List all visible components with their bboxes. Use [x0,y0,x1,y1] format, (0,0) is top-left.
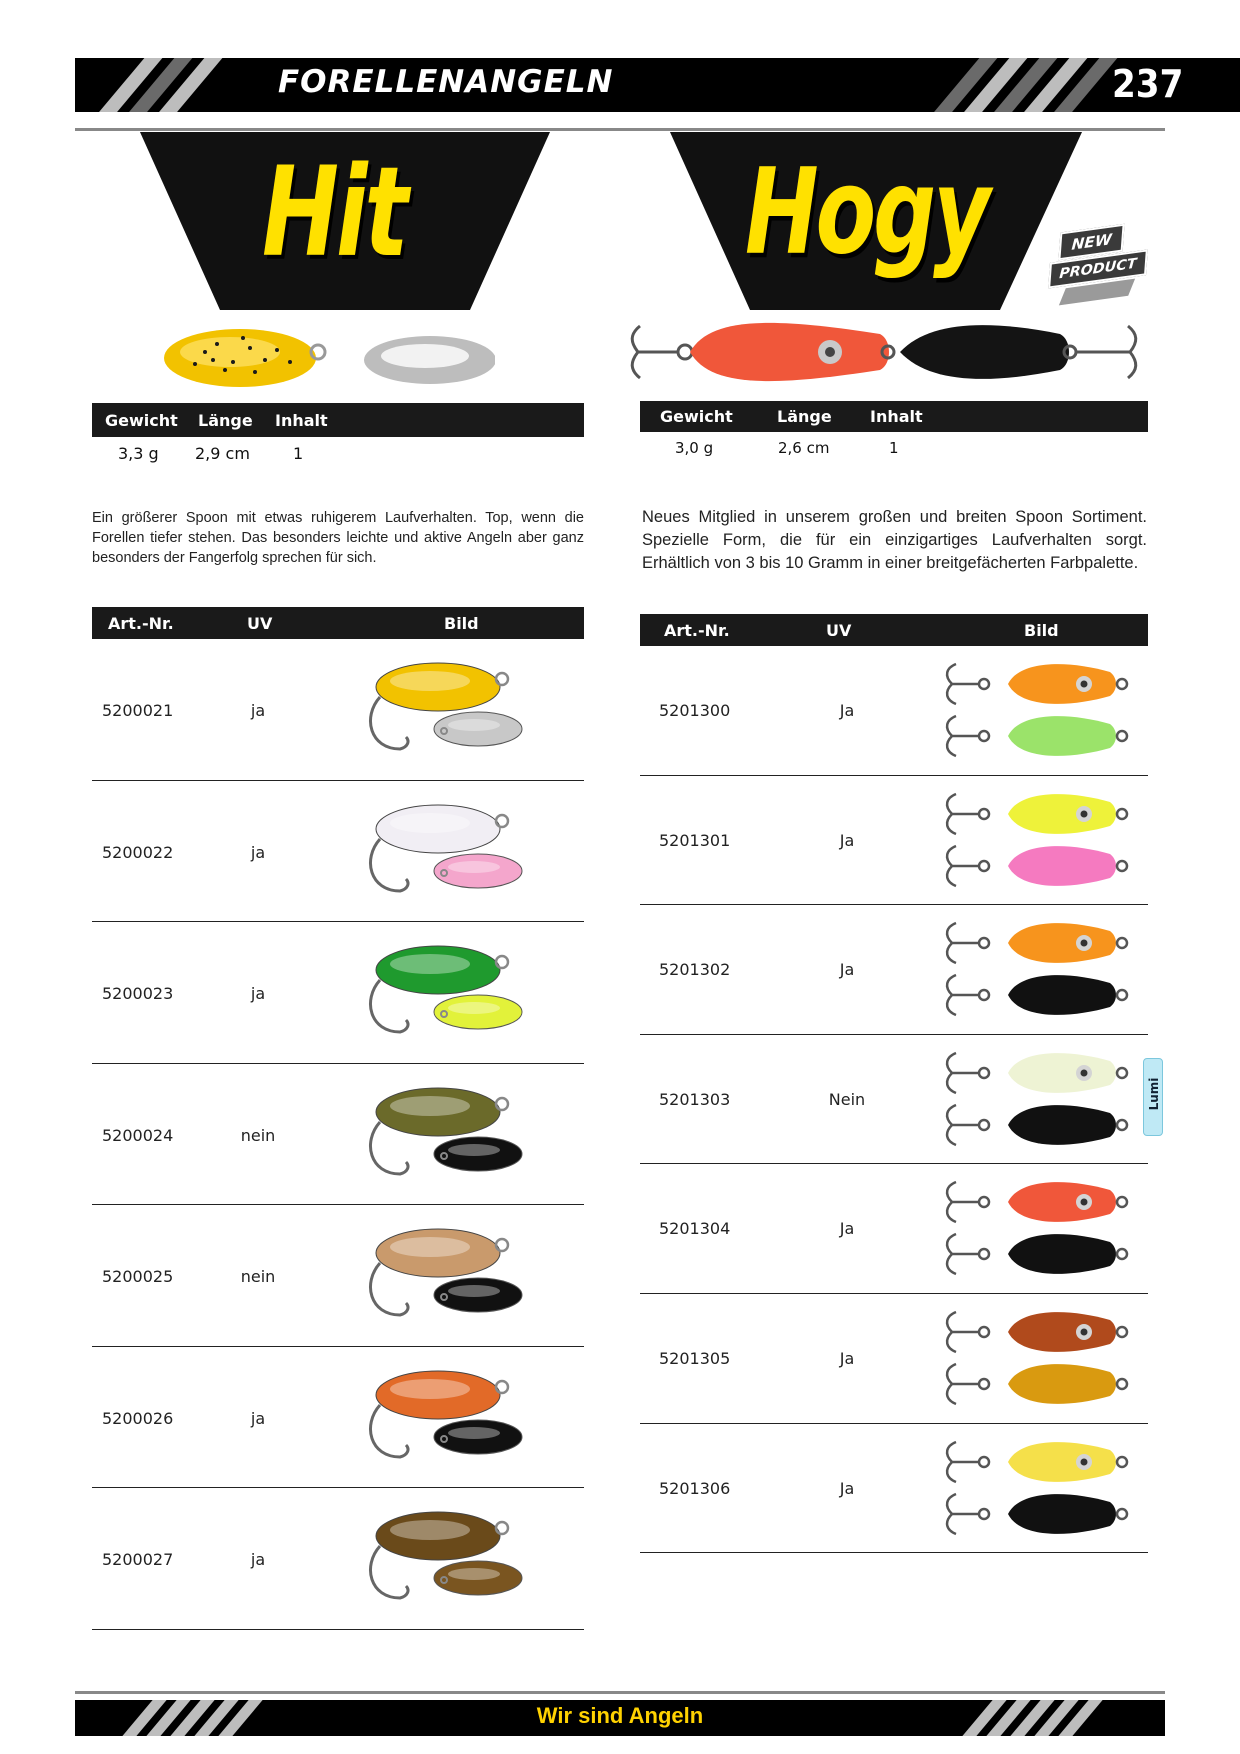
header-band [75,58,1240,112]
table-row [640,1035,1148,1165]
table-row [92,781,584,923]
col-uv: UV [826,621,852,640]
hogy-description: Neues Mitglied in unserem großen und breiten Spoon Sortiment. Spezielle Form, die für ein einzigartiges Laufverhalten sorgt. Erhältlich von 3 bis 10 Gramm in einer breitgefächerten Farbpalette. [642,508,1147,572]
lure-image [360,657,540,767]
hogy-hero-lure-image [630,312,1170,402]
article-number: 5200022 [102,842,174,862]
uv-value: ja [250,701,266,720]
article-number: 5200024 [102,1125,174,1145]
col-bild: Bild [1024,621,1059,640]
hogy-spec-values [640,437,1148,463]
hit-hero-lure-image [155,322,495,402]
badge-new-label: NEW [1058,224,1125,261]
uv-value: Ja [839,960,855,980]
hit-title: Hit [262,140,406,285]
lure-image [938,1172,1138,1284]
header-rule [75,128,1165,131]
hogy-table-header [640,614,1148,646]
article-number: 5200026 [102,1408,174,1428]
article-number: 5200021 [102,701,174,720]
spec-value-content: 1 [889,439,899,457]
hit-spec-header [92,403,584,437]
uv-value: Ja [839,1478,855,1498]
uv-value: ja [250,1550,266,1569]
uv-value: ja [250,842,266,862]
uv-value: Ja [839,701,855,720]
footer-slogan: Wir sind Angeln [536,1703,704,1728]
spec-header-length: Länge [777,407,832,426]
article-number: 5201302 [659,960,731,980]
spec-value-weight: 3,0 g [675,439,714,457]
article-number: 5200023 [102,984,174,1003]
new-product-badge [1046,222,1166,312]
article-number: 5201305 [659,1349,731,1368]
spec-header-content: Inhalt [275,411,328,430]
lure-image [360,799,540,909]
lure-image [360,1082,540,1192]
uv-value: Ja [839,1219,855,1239]
table-row [640,646,1148,776]
lure-image [938,784,1138,896]
table-row [92,1347,584,1489]
uv-value: Ja [839,830,855,850]
article-number: 5201304 [659,1219,731,1239]
hit-table-header [92,607,584,639]
lure-image [938,913,1138,1025]
spec-value-weight: 3,3 g [118,444,159,463]
lure-image [360,1506,540,1616]
lure-image [360,940,540,1050]
col-art-nr: Art.-Nr. [664,621,730,640]
uv-value: Nein [828,1089,866,1109]
table-row [640,776,1148,906]
table-row [640,1164,1148,1294]
col-bild: Bild [444,614,479,633]
article-number: 5201300 [659,701,731,720]
article-number: 5201301 [659,830,731,850]
spec-value-length: 2,9 cm [195,444,250,463]
uv-value: nein [240,1267,276,1286]
lumi-tag [1143,1058,1163,1136]
table-row [92,922,584,1064]
table-row [92,1488,584,1630]
lure-image [360,1365,540,1475]
uv-value: nein [240,1125,276,1145]
uv-value: Ja [839,1349,855,1368]
table-row [640,905,1148,1035]
spec-header-weight: Gewicht [660,407,733,426]
col-uv: UV [247,614,273,633]
hit-spec-values [92,442,584,468]
table-row [640,1294,1148,1424]
hogy-title: Hogy [745,142,988,282]
page-number: 237 [1112,62,1184,106]
hogy-spec-header [640,401,1148,432]
col-art-nr: Art.-Nr. [108,614,174,633]
spec-header-content: Inhalt [870,407,923,426]
table-row [640,1424,1148,1554]
lure-image [938,654,1138,766]
spec-value-length: 2,6 cm [778,439,830,457]
spec-header-weight: Gewicht [105,411,178,430]
table-row [92,639,584,781]
spec-header-length: Länge [198,411,253,430]
badge-product-label: PRODUCT [1048,249,1148,288]
table-row [92,1205,584,1347]
article-number: 5200027 [102,1550,174,1569]
hit-description: Ein größerer Spoon mit etwas ruhigerem Laufverhalten. Top, wenn die Forellen tiefer stehen. Das besonders leichte und aktive Angeln aber ganz besonders der Fangerfolg sprechen für sich. [92,510,584,566]
uv-value: ja [250,1408,266,1428]
article-number: 5200025 [102,1267,174,1286]
lure-image [938,1043,1138,1155]
lumi-label: Lumi [1147,1077,1161,1111]
table-row [92,1064,584,1206]
lure-image [360,1223,540,1333]
lure-image [938,1302,1138,1414]
lure-image [938,1432,1138,1544]
section-title: FORELLENANGELN [278,64,614,100]
article-number: 5201306 [659,1478,731,1498]
uv-value: ja [250,984,266,1003]
article-number: 5201303 [659,1089,731,1109]
footer-rule [75,1691,1165,1694]
spec-value-content: 1 [293,444,304,463]
